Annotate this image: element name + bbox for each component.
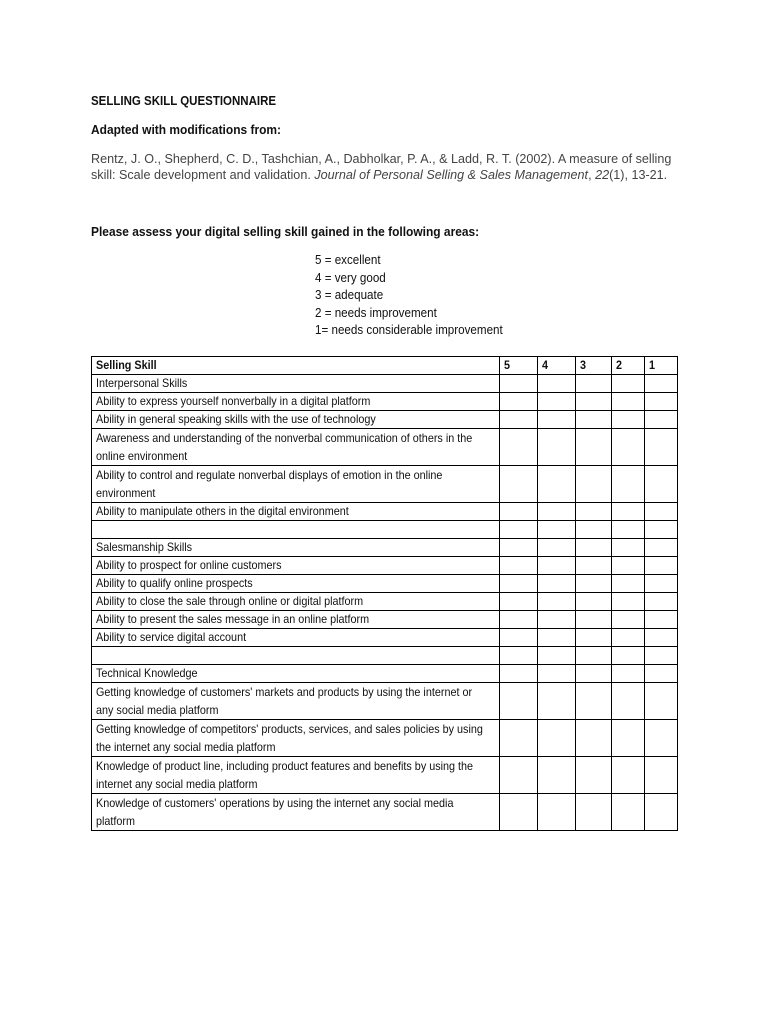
rating-cell-2[interactable] xyxy=(611,375,644,393)
table-row xyxy=(92,794,678,831)
rating-cell-5[interactable] xyxy=(500,575,538,593)
scale-item-2: 2 = needs improvement xyxy=(315,305,437,320)
rating-cell-1[interactable] xyxy=(644,757,677,794)
rating-cell-5[interactable] xyxy=(500,683,538,720)
rating-cell-4[interactable] xyxy=(538,557,576,575)
rating-cell-4[interactable] xyxy=(538,757,576,794)
skill-label: Ability to control and regulate nonverbal displays of emotion in the online environment xyxy=(92,466,500,503)
rating-cell-1[interactable] xyxy=(644,683,677,720)
rating-cell-3[interactable] xyxy=(576,611,611,629)
rating-cell-1[interactable] xyxy=(644,665,677,683)
scale-item-3: 3 = adequate xyxy=(315,288,384,302)
scale-item-1: 1= needs considerable improvement xyxy=(315,323,503,337)
rating-cell-1 xyxy=(644,647,677,665)
rating-cell-1[interactable] xyxy=(644,429,677,466)
rating-cell-5[interactable] xyxy=(500,593,538,611)
skill-label: Ability to present the sales message in an online platform xyxy=(92,611,500,629)
rating-cell-3[interactable] xyxy=(576,575,611,593)
rating-scale-legend xyxy=(315,252,503,340)
document-title: SELLING SKILL QUESTIONNAIRE xyxy=(91,94,277,108)
rating-cell-5 xyxy=(500,521,538,539)
rating-cell-1 xyxy=(644,521,677,539)
rating-cell-3[interactable] xyxy=(576,720,611,757)
table-header-row xyxy=(92,357,678,375)
table-row xyxy=(92,411,678,429)
rating-cell-4[interactable] xyxy=(538,503,576,521)
rating-cell-5[interactable] xyxy=(500,375,538,393)
rating-cell-1[interactable] xyxy=(644,720,677,757)
rating-cell-4[interactable] xyxy=(538,665,576,683)
empty-row xyxy=(92,647,678,665)
rating-cell-3[interactable] xyxy=(576,794,611,831)
header-selling-skill: Selling Skill xyxy=(92,357,500,375)
section-row-technical xyxy=(92,665,678,683)
header-rating-1: 1 xyxy=(644,357,677,375)
citation-separator: , xyxy=(588,168,596,182)
rating-cell-3[interactable] xyxy=(576,539,611,557)
rating-cell-1[interactable] xyxy=(644,593,677,611)
rating-cell-5[interactable] xyxy=(500,429,538,466)
rating-cell-5[interactable] xyxy=(500,557,538,575)
rating-cell-1[interactable] xyxy=(644,411,677,429)
skill-label xyxy=(92,521,500,539)
header-rating-2: 2 xyxy=(611,357,644,375)
rating-cell-3[interactable] xyxy=(576,429,611,466)
rating-cell-1[interactable] xyxy=(644,575,677,593)
header-rating-4: 4 xyxy=(538,357,576,375)
rating-cell-4[interactable] xyxy=(538,539,576,557)
rating-cell-4[interactable] xyxy=(538,593,576,611)
table-row xyxy=(92,557,678,575)
table-row xyxy=(92,757,678,794)
table-row xyxy=(92,611,678,629)
skill-label: Ability to manipulate others in the digital environment xyxy=(92,503,500,521)
rating-cell-2[interactable] xyxy=(611,720,644,757)
skill-label: Knowledge of customers' operations by using the internet any social media platform xyxy=(92,794,500,831)
header-rating-5: 5 xyxy=(500,357,538,375)
rating-cell-2[interactable] xyxy=(611,593,644,611)
citation-issue-pages: (1), 13-21. xyxy=(609,168,668,182)
table-row xyxy=(92,466,678,503)
rating-cell-4[interactable] xyxy=(538,375,576,393)
rating-cell-3 xyxy=(576,521,611,539)
rating-cell-2[interactable] xyxy=(611,683,644,720)
rating-cell-5[interactable] xyxy=(500,720,538,757)
skill-label: Awareness and understanding of the nonverbal communication of others in the online environment xyxy=(92,429,500,466)
citation-journal: Journal of Personal Selling & Sales Management xyxy=(314,168,589,182)
rating-cell-3[interactable] xyxy=(576,593,611,611)
rating-cell-3[interactable] xyxy=(576,393,611,411)
rating-cell-5[interactable] xyxy=(500,757,538,794)
section-label: Interpersonal Skills xyxy=(92,375,500,393)
rating-cell-3[interactable] xyxy=(576,757,611,794)
skill-label: Getting knowledge of competitors' products, services, and sales policies by using the internet any social media platform xyxy=(92,720,500,757)
skill-label: Ability to close the sale through online or digital platform xyxy=(92,593,500,611)
rating-cell-5[interactable] xyxy=(500,665,538,683)
table-row xyxy=(92,720,678,757)
rating-cell-4[interactable] xyxy=(538,411,576,429)
rating-cell-4[interactable] xyxy=(538,629,576,647)
rating-cell-4[interactable] xyxy=(538,393,576,411)
table-row xyxy=(92,503,678,521)
rating-cell-2 xyxy=(611,647,644,665)
citation-authors: Rentz, J. O., Shepherd, C. D., Tashchian, A., Dabholkar, P. A., & Ladd, R. T. (2002). A measure of selling skill: Scale development and validation. xyxy=(91,152,672,182)
citation-volume: 22 xyxy=(595,168,610,182)
rating-cell-2[interactable] xyxy=(611,665,644,683)
skill-label: Knowledge of product line, including product features and benefits by using the internet any social media platform xyxy=(92,757,500,794)
table-row xyxy=(92,429,678,466)
rating-cell-1[interactable] xyxy=(644,466,677,503)
rating-cell-1[interactable] xyxy=(644,375,677,393)
rating-cell-4[interactable] xyxy=(538,429,576,466)
rating-cell-5[interactable] xyxy=(500,629,538,647)
rating-cell-3[interactable] xyxy=(576,466,611,503)
rating-cell-2[interactable] xyxy=(611,429,644,466)
skill-label: Ability to qualify online prospects xyxy=(92,575,500,593)
skill-label: Ability in general speaking skills with the use of technology xyxy=(92,411,500,429)
rating-cell-2[interactable] xyxy=(611,411,644,429)
rating-cell-3 xyxy=(576,647,611,665)
rating-cell-3[interactable] xyxy=(576,683,611,720)
rating-cell-4[interactable] xyxy=(538,794,576,831)
skill-label: Ability to service digital account xyxy=(92,629,500,647)
rating-cell-5[interactable] xyxy=(500,411,538,429)
rating-cell-4 xyxy=(538,521,576,539)
rating-cell-5[interactable] xyxy=(500,503,538,521)
rating-cell-4[interactable] xyxy=(538,720,576,757)
section-row-interpersonal xyxy=(92,375,678,393)
rating-cell-1[interactable] xyxy=(644,557,677,575)
section-label: Technical Knowledge xyxy=(92,665,500,683)
rating-cell-5[interactable] xyxy=(500,539,538,557)
rating-cell-2[interactable] xyxy=(611,539,644,557)
rating-cell-1[interactable] xyxy=(644,611,677,629)
rating-cell-4[interactable] xyxy=(538,683,576,720)
rating-cell-2[interactable] xyxy=(611,611,644,629)
rating-cell-1[interactable] xyxy=(644,794,677,831)
header-rating-3: 3 xyxy=(576,357,611,375)
citation xyxy=(91,151,691,183)
rating-cell-2[interactable] xyxy=(611,757,644,794)
rating-cell-5[interactable] xyxy=(500,466,538,503)
rating-cell-2[interactable] xyxy=(611,393,644,411)
table-row xyxy=(92,683,678,720)
rating-cell-2 xyxy=(611,521,644,539)
rating-cell-4[interactable] xyxy=(538,611,576,629)
rating-cell-3[interactable] xyxy=(576,375,611,393)
rating-cell-5[interactable] xyxy=(500,794,538,831)
adapted-heading: Adapted with modifications from: xyxy=(91,122,282,137)
section-label: Salesmanship Skills xyxy=(92,539,500,557)
rating-cell-5[interactable] xyxy=(500,393,538,411)
rating-cell-4[interactable] xyxy=(538,466,576,503)
rating-cell-2[interactable] xyxy=(611,466,644,503)
table-row xyxy=(92,593,678,611)
rating-cell-5[interactable] xyxy=(500,611,538,629)
rating-cell-1[interactable] xyxy=(644,629,677,647)
rating-cell-1[interactable] xyxy=(644,503,677,521)
rating-cell-2[interactable] xyxy=(611,794,644,831)
table-row xyxy=(92,575,678,593)
rating-cell-3[interactable] xyxy=(576,629,611,647)
rating-cell-2[interactable] xyxy=(611,557,644,575)
skill-label: Getting knowledge of customers' markets and products by using the internet or any social media platform xyxy=(92,683,500,720)
rating-cell-4[interactable] xyxy=(538,575,576,593)
instruction-text: Please assess your digital selling skill gained in the following areas: xyxy=(91,224,480,239)
selling-skill-table xyxy=(91,356,678,831)
rating-cell-2[interactable] xyxy=(611,629,644,647)
rating-cell-1[interactable] xyxy=(644,539,677,557)
scale-item-4: 4 = very good xyxy=(315,270,386,285)
rating-cell-3[interactable] xyxy=(576,411,611,429)
skill-label xyxy=(92,647,500,665)
table-row xyxy=(92,629,678,647)
table-row xyxy=(92,393,678,411)
section-row-salesmanship xyxy=(92,539,678,557)
rating-cell-2[interactable] xyxy=(611,503,644,521)
empty-row xyxy=(92,521,678,539)
rating-cell-2[interactable] xyxy=(611,575,644,593)
scale-item-5: 5 = excellent xyxy=(315,253,381,267)
rating-cell-3[interactable] xyxy=(576,665,611,683)
rating-cell-5 xyxy=(500,647,538,665)
rating-cell-1[interactable] xyxy=(644,393,677,411)
rating-cell-4 xyxy=(538,647,576,665)
skill-label: Ability to express yourself nonverbally in a digital platform xyxy=(92,393,500,411)
rating-cell-3[interactable] xyxy=(576,503,611,521)
skill-label: Ability to prospect for online customers xyxy=(92,557,500,575)
rating-cell-3[interactable] xyxy=(576,557,611,575)
